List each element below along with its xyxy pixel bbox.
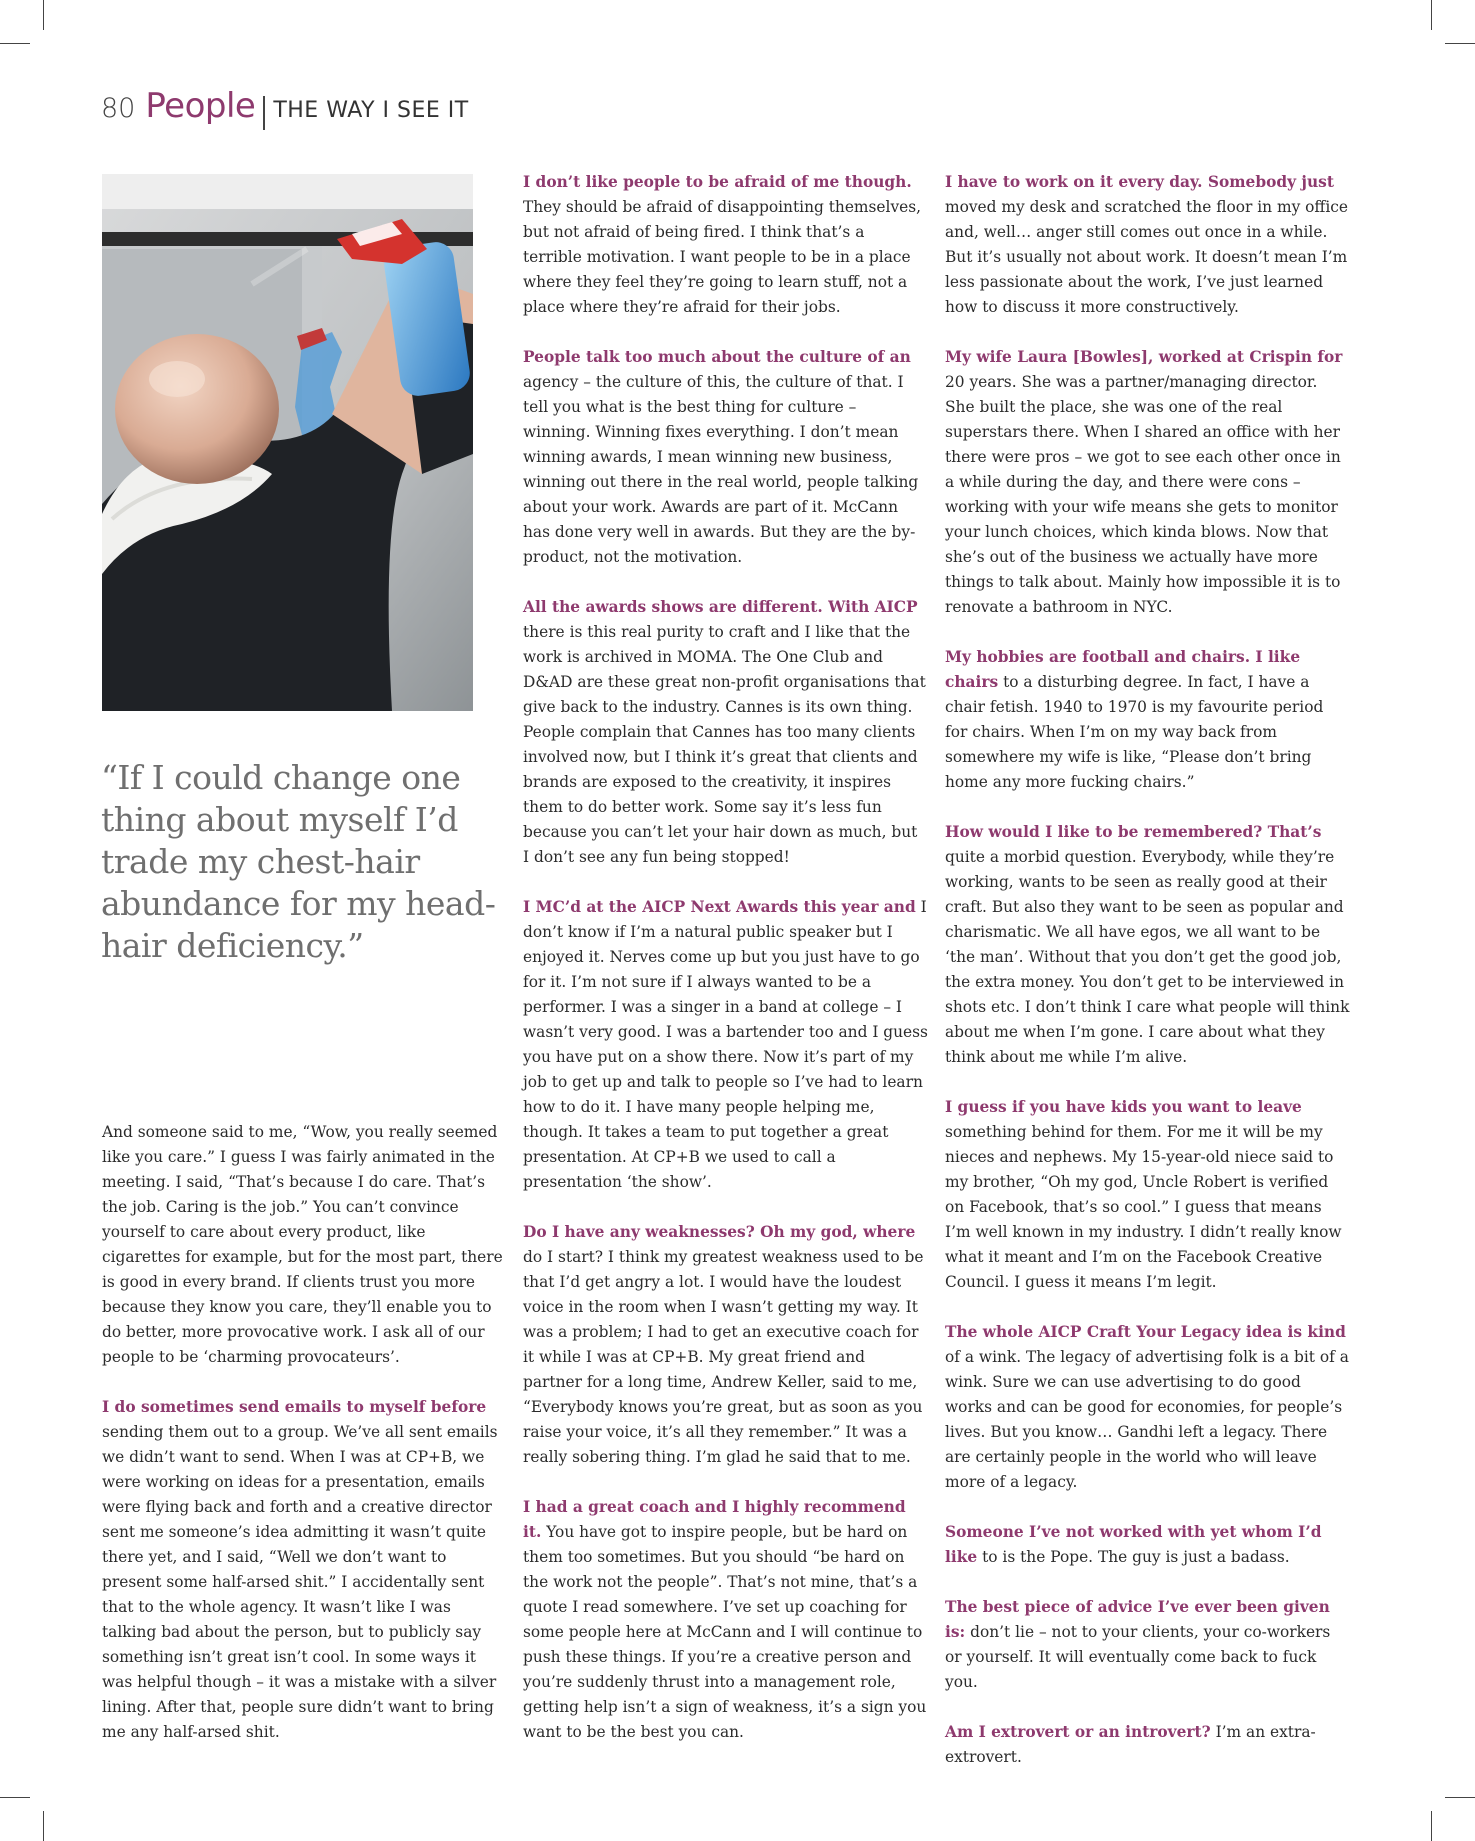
paragraph-text: They should be afraid of disappointing themselves, but not afraid of being fired. I think that’s a terrible motivation. I want people to be in a place where they feel they’re going to learn stuff, not a place where they’re afraid for their jobs. xyxy=(523,198,922,316)
paragraph xyxy=(523,1495,928,1745)
article-photo xyxy=(102,174,473,711)
paragraph-text: moved my desk and scratched the floor in my office and, well… anger still comes out once in a while. But it’s usually not about work. It doesn’t mean I’m less passionate about the work, I’ve just learned how to discuss it more constructively. xyxy=(945,198,1349,316)
paragraph-text: sending them out to a group. We’ve all sent emails we didn’t want to send. When I was at CP+B, we were working on ideas for a presentation, emails were flying back and forth and a creative director sent me someone’s idea admitting it wasn’t quite there yet, and I said, “Well we don’t want to present some half-arsed shit.” I accidentally sent that to the whole agency. It wasn’t like I was talking bad about the person, but to publicly say something isn’t great isn’t cool. In some ways it was helpful though – it was a mistake with a silver lining. After that, people sure didn’t want to bring me any half-arsed shit. xyxy=(102,1423,498,1741)
paragraph-lead: I MC’d at the AICP Next Awards this year and xyxy=(523,898,916,916)
crop-mark-bottom-left-h xyxy=(0,1797,30,1798)
paragraph-lead: I guess if you have kids you want to leave xyxy=(945,1098,1302,1116)
paragraph-text: of a wink. The legacy of advertising folk is a bit of a wink. Sure we can use advertising to do good works and can be good for economies, for people’s lives. But you know… Gandhi left a legacy. There are certainly people in the world who will leave more of a legacy. xyxy=(945,1348,1349,1491)
paragraph-lead: Am I extrovert or an introvert? xyxy=(945,1723,1211,1741)
paragraph-text: I’m an extra-extrovert. xyxy=(945,1723,1316,1766)
paragraph-lead: I don’t like people to be afraid of me though. xyxy=(523,173,912,191)
crop-mark-bottom-right-h xyxy=(1445,1797,1475,1798)
header-divider xyxy=(263,96,265,130)
crop-mark-top-left-v xyxy=(43,0,44,30)
paragraph-text: quite a morbid question. Everybody, while they’re working, wants to be seen as really good at their craft. But also they want to be seen as popular and charismatic. We all have egos, we all want to be ‘the man’. Without that you don’t get the good job, the extra money. You don’t get to be interviewed in shots etc. I don’t think I care what people will think about me when I’m gone. I care about what they think about me while I’m alive. xyxy=(945,848,1350,1066)
series-title: THE WAY I SEE IT xyxy=(273,98,469,123)
paragraph xyxy=(945,1720,1350,1770)
page-header xyxy=(101,86,469,136)
paragraph-text: agency – the culture of this, the culture of that. I tell you what is the best thing for culture – winning. Winning fixes everything. I don’t mean winning awards, I mean winning new business, winning out there in the real world, people talking about your work. Awards are part of it. McCann has done very well in awards. But they are the by-product, not the motivation. xyxy=(523,373,919,566)
crop-mark-top-left-h xyxy=(0,43,30,44)
crop-mark-bottom-right-v xyxy=(1431,1811,1432,1841)
crop-mark-top-right-v xyxy=(1431,0,1432,30)
paragraph-lead: I do sometimes send emails to myself before xyxy=(102,1398,487,1416)
paragraph-text: to is the Pope. The guy is just a badass. xyxy=(982,1548,1290,1566)
paragraph xyxy=(945,1095,1350,1295)
crop-mark-bottom-left-v xyxy=(43,1811,44,1841)
paragraph xyxy=(523,345,928,570)
paragraph-lead: My wife Laura [Bowles], worked at Crispin for xyxy=(945,348,1343,366)
paragraph xyxy=(523,1220,928,1470)
paragraph xyxy=(102,1395,507,1745)
paragraph-text: I don’t know if I’m a natural public speaker but I enjoyed it. Nerves come up but you just have to go for it. I’m not sure if I always wanted to be a performer. I was a singer in a band at college – I wasn’t very good. I was a bartender too and I guess you have put on a show there. Now it’s part of my job to get up and talk to people so I’ve had to learn how to do it. I have many people helping me, though. It takes a team to put together a great presentation. At CP+B we used to call a presentation ‘the show’. xyxy=(523,898,928,1191)
paragraph xyxy=(945,645,1350,795)
paragraph-lead: The whole AICP Craft Your Legacy idea is kind xyxy=(945,1323,1346,1341)
paragraph-lead: I had a great coach and I highly recommend it. xyxy=(523,1498,906,1541)
paragraph-text: 20 years. She was a partner/managing director. She built the place, she was one of the real superstars there. When I shared an office with her there were pros – we got to see each other once in a while during the day, and there were cons – working with your wife means she gets to monitor your lunch choices, which kinda blows. Now that she’s out of the business we actually have more things to talk about. Mainly how impossible it is to renovate a bathroom in NYC. xyxy=(945,373,1341,616)
paragraph xyxy=(945,345,1350,620)
paragraph-text: do I start? I think my greatest weakness used to be that I’d get angry a lot. I would have the loudest voice in the room when I wasn’t getting my way. It was a problem; I had to get an executive coach for it while I was at CP+B. My great friend and partner for a long time, Andrew Keller, said to me, “Everybody knows you’re great, but as soon as you raise your voice, it’s all they remember.” It was a really sobering thing. I’m glad he said that to me. xyxy=(523,1248,924,1466)
photo-man-spraying-head-icon xyxy=(102,174,473,711)
article-column-3 xyxy=(945,170,1350,1770)
paragraph-lead: All the awards shows are different. With AICP xyxy=(523,598,918,616)
paragraph-lead: Do I have any weaknesses? Oh my god, where xyxy=(523,1223,916,1241)
paragraph xyxy=(523,170,928,320)
crop-mark-top-right-h xyxy=(1445,43,1475,44)
pull-quote: “If I could change one thing about myself I’d trade my chest-hair abundance for my head-hair deficiency.” xyxy=(101,758,496,965)
section-title: People xyxy=(145,86,256,126)
paragraph xyxy=(945,1520,1350,1570)
paragraph-text: don’t lie – not to your clients, your co-workers or yourself. It will eventually come back to fuck you. xyxy=(945,1623,1331,1691)
paragraph xyxy=(945,820,1350,1070)
paragraph-text: to a disturbing degree. In fact, I have a chair fetish. 1940 to 1970 is my favourite period for chairs. When I’m on my way back from somewhere my wife is like, “Please don’t bring home any more fucking chairs.” xyxy=(945,673,1324,791)
paragraph-text: something behind for them. For me it will be my nieces and nephews. My 15-year-old niece said to my brother, “Oh my god, Uncle Robert is verified on Facebook, that’s so cool.” I guess that means I’m well known in my industry. I didn’t really know what it meant and I’m on the Facebook Creative Council. I guess it means I’m legit. xyxy=(945,1123,1342,1291)
paragraph-lead: My hobbies are football and chairs. I like chairs xyxy=(945,648,1301,691)
paragraph-lead: I have to work on it every day. Somebody just xyxy=(945,173,1334,191)
paragraph xyxy=(945,1320,1350,1495)
paragraph xyxy=(945,1595,1350,1695)
paragraph-lead: People talk too much about the culture of an xyxy=(523,348,911,366)
page-number: 80 xyxy=(101,93,136,124)
article-column-1 xyxy=(102,1120,507,1745)
article-column-2 xyxy=(523,170,928,1745)
paragraph xyxy=(523,895,928,1195)
paragraph xyxy=(102,1120,507,1370)
paragraph-lead: The best piece of advice I’ve ever been given is: xyxy=(945,1598,1330,1641)
paragraph xyxy=(523,595,928,870)
paragraph-text: there is this real purity to craft and I like that the work is archived in MOMA. The One Club and D&AD are these great non-profit organisations that give back to the industry. Cannes is its own thing. People complain that Cannes has too many clients involved now, but I think it’s great that clients and brands are exposed to the creativity, it inspires them to do better work. Some say it’s less fun because you can’t let your hair down as much, but I don’t see any fun being stopped! xyxy=(523,623,926,866)
paragraph xyxy=(945,170,1350,320)
paragraph-lead: How would I like to be remembered? That’s xyxy=(945,823,1322,841)
paragraph-text: And someone said to me, “Wow, you really seemed like you care.” I guess I was fairly animated in the meeting. I said, “That’s because I do care. That’s the job. Caring is the job.” You can’t convince yourself to care about every product, like cigarettes for example, but for the most part, there is good in every brand. If clients trust you more because they know you care, they’ll enable you to do better, more provocative work. I ask all of our people to be ‘charming provocateurs’. xyxy=(102,1123,503,1366)
paragraph-text: You have got to inspire people, but be hard on them too sometimes. But you should “be hard on the work not the people”. That’s not mine, that’s a quote I read somewhere. I’ve set up coaching for some people here at McCann and I will continue to push these things. If you’re a creative person and you’re suddenly thrust into a management role, getting help isn’t a sign of weakness, it’s a sign you want to be the best you can. xyxy=(523,1523,927,1741)
paragraph-lead: Someone I’ve not worked with yet whom I’d like xyxy=(945,1523,1322,1566)
